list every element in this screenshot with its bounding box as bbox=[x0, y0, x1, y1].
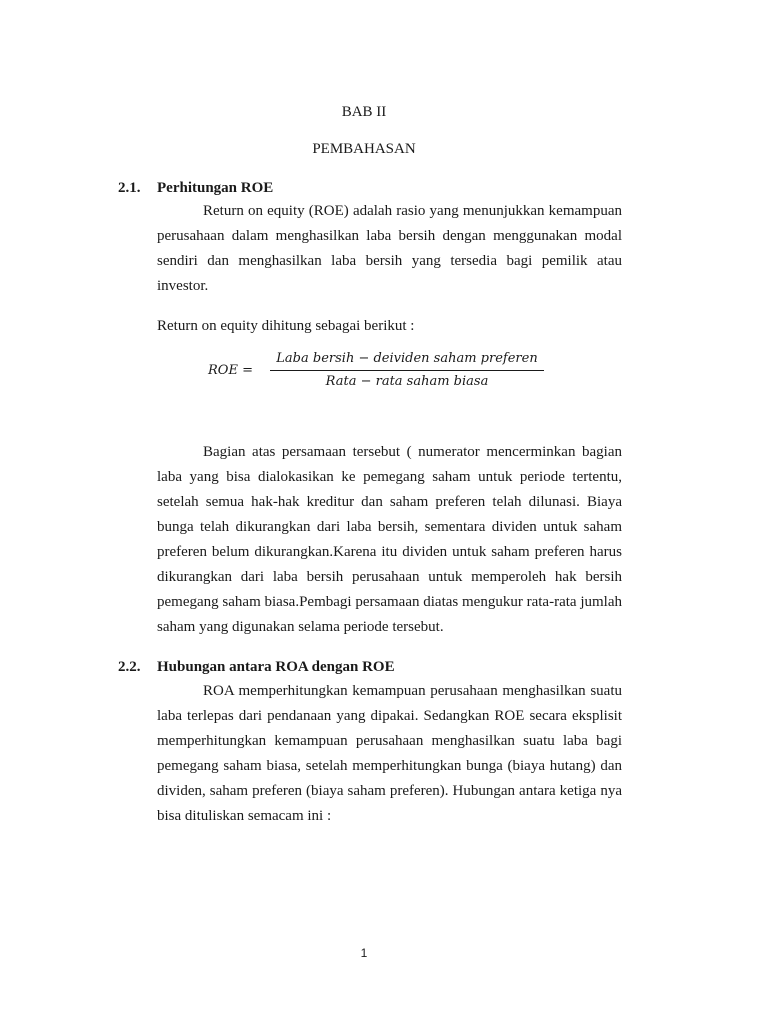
section-paragraph: Bagian atas persamaan tersebut ( numerator mencerminkan bagian laba yang bisa dialokasikan ke pemegang saham untuk periode tertentu, setelah semua hak-hak kreditur dan saham preferen telah dilunasi. Biaya bunga telah dikurangkan dari laba bersih, sementara dividen untuk saham preferen belum dikurangkan.Karena itu dividen untuk saham preferen harus dikurangkan dari laba bersih perusahaan untuk memperoleh hak bersih pemegang saham biasa.Pembagi persamaan diatas mengukur rata-rata jumlah saham yang digunakan selama periode tersebut. bbox=[157, 444, 622, 635]
section-paragraph: Return on equity (ROE) adalah rasio yang menunjukkan kemampuan perusahaan dalam menghasilkan laba bersih dengan menggunakan modal sendiri dan menghasilkan laba bersih yang tersedia bagi pemilik atau investor. bbox=[157, 203, 622, 294]
section-title: Hubungan antara ROA dengan ROE bbox=[157, 659, 395, 675]
formula-intro: Return on equity dihitung sebagai berikut : bbox=[157, 318, 415, 334]
section-number: 2.1. bbox=[118, 180, 141, 196]
formula-numerator: Laba bersih − deividen saham preferen bbox=[276, 351, 538, 366]
section-title: Perhitungan ROE bbox=[157, 180, 274, 196]
formula-lhs: ROE = bbox=[208, 363, 253, 378]
section-number: 2.2. bbox=[118, 659, 141, 675]
fraction-bar bbox=[270, 370, 544, 371]
roe-formula bbox=[208, 350, 548, 394]
chapter-label: BAB II bbox=[341, 104, 387, 120]
chapter-title: PEMBAHASAN bbox=[312, 141, 416, 157]
formula-denominator: Rata − rata saham biasa bbox=[325, 374, 489, 389]
section-paragraph: ROA memperhitungkan kemampuan perusahaan menghasilkan suatu laba terlepas dari pendanaan yang dipakai. Sedangkan ROE secara eksplisit memperhitungkan kemampuan perusahaan menghasilkan suatu laba bagi pemegang saham biasa, setelah memperhitungkan bunga (biaya hutang) dan dividen, saham preferen (biaya saham preferen). Hubungan antara ketiga nya bisa dituliskan semacam ini : bbox=[157, 683, 622, 824]
formula-fraction bbox=[270, 350, 544, 391]
page-number: 1 bbox=[360, 946, 368, 960]
